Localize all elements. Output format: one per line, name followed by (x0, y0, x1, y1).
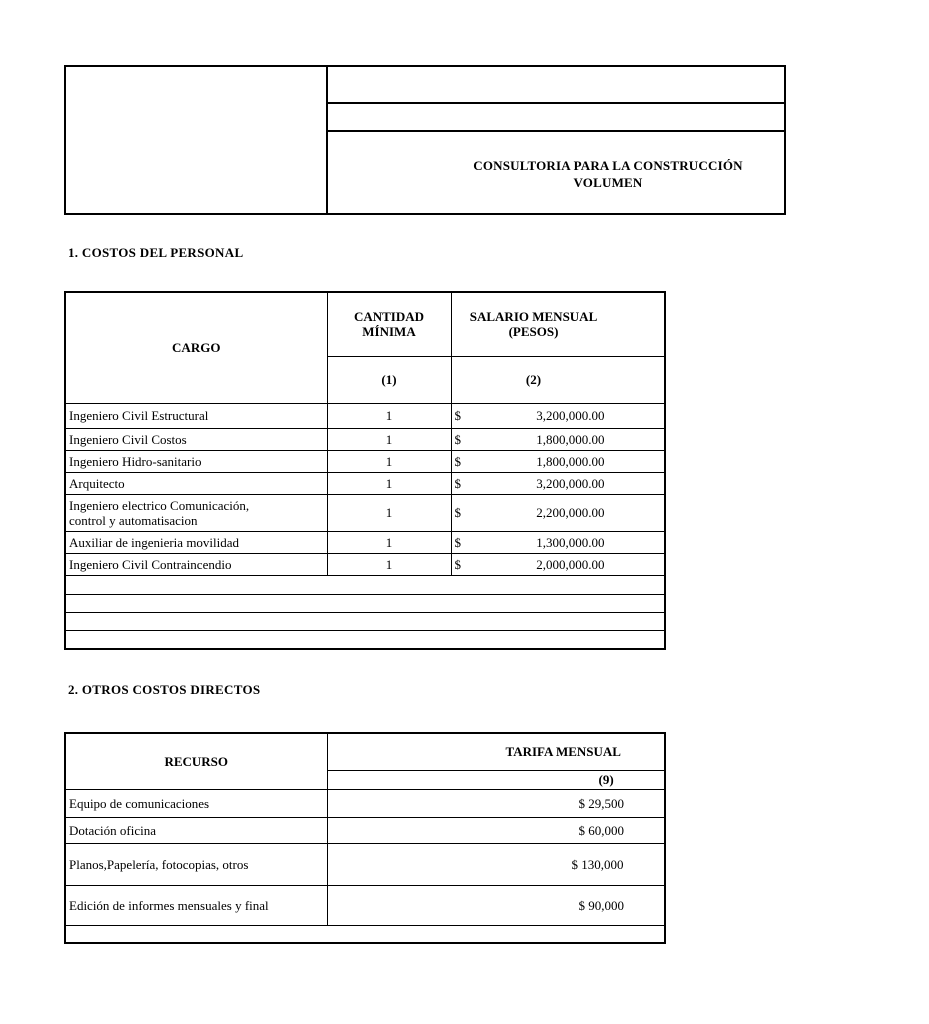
cell-cantidad: 1 (327, 403, 451, 428)
header-salario-line1: SALARIO MENSUAL (469, 309, 598, 325)
cell-cantidad: 1 (327, 531, 451, 553)
header-recurso: RECURSO (65, 733, 327, 789)
table-row (65, 789, 665, 817)
salario-value: 3,200,000.00 (536, 475, 605, 491)
cell-recurso: Equipo de comunicaciones (65, 789, 327, 817)
table-row (65, 494, 665, 531)
cell-cantidad: 1 (327, 428, 451, 450)
document-header (64, 65, 764, 215)
tarifa-value: $ 130,000 (571, 856, 624, 872)
cell-salario (451, 472, 665, 494)
cell-cargo: Ingeniero Civil Contraincendio (65, 553, 327, 575)
header-num-1: (1) (327, 356, 451, 403)
salario-value: 2,200,000.00 (536, 505, 605, 520)
table-row (65, 885, 665, 925)
header-num-9-text: (9) (598, 772, 614, 787)
currency-symbol: $ (454, 556, 461, 572)
section-2-title: 2. OTROS COSTOS DIRECTOS (68, 682, 261, 697)
salario-value: 1,800,000.00 (536, 431, 605, 447)
title-box (326, 65, 786, 215)
cell-tarifa (327, 843, 665, 885)
title-line-2: VOLUMEN (573, 175, 643, 190)
cell-recurso: Planos,Papelería, fotocopias, otros (65, 843, 327, 885)
currency-symbol: $ (454, 431, 461, 447)
empty-row (65, 594, 665, 612)
cell-cargo: Ingeniero Civil Costos (65, 428, 327, 450)
tarifa-value: $ 90,000 (578, 897, 624, 913)
table-row (65, 472, 665, 494)
table-row (65, 450, 665, 472)
tarifa-value: $ 29,500 (578, 795, 624, 811)
table-row (65, 817, 665, 843)
currency-symbol: $ (454, 534, 461, 550)
currency-symbol: $ (454, 505, 461, 520)
header-salario-line2: (PESOS) (508, 324, 559, 340)
cell-recurso: Edición de informes mensuales y final (65, 885, 327, 925)
document-title (328, 157, 888, 191)
salario-value: 2,000,000.00 (536, 556, 605, 572)
cell-tarifa (327, 885, 665, 925)
header-tarifa (327, 733, 665, 770)
cell-recurso: Dotación oficina (65, 817, 327, 843)
header-num-2 (451, 356, 665, 403)
cell-tarifa (327, 817, 665, 843)
section-1-title: 1. COSTOS DEL PERSONAL (68, 245, 244, 260)
salario-value: 3,200,000.00 (536, 408, 605, 423)
cell-salario (451, 403, 665, 428)
title-line-1: CONSULTORIA PARA LA CONSTRUCCIÓN (473, 158, 743, 173)
cell-cargo: Ingeniero Civil Estructural (65, 403, 327, 428)
personnel-table (64, 291, 666, 650)
cell-cantidad: 1 (327, 450, 451, 472)
header-cantidad (327, 292, 451, 356)
cell-salario (451, 494, 665, 531)
header-tarifa-text: TARIFA MENSUAL (505, 744, 621, 760)
header-cantidad-line1: CANTIDAD (353, 309, 425, 325)
cell-cargo-line2: control y automatisacion (69, 512, 198, 528)
cell-cargo-line1: Ingeniero electrico Comunicación, (69, 497, 250, 513)
table-row (65, 553, 665, 575)
tarifa-value: $ 60,000 (578, 822, 624, 838)
cell-cantidad: 1 (327, 494, 451, 531)
cell-salario (451, 450, 665, 472)
header-divider-1 (326, 102, 786, 104)
currency-symbol: $ (454, 475, 461, 491)
cell-cargo (65, 494, 327, 531)
cell-tarifa (327, 789, 665, 817)
header-num-2-text: (2) (525, 372, 542, 387)
cell-cantidad: 1 (327, 472, 451, 494)
cell-cargo: Auxiliar de ingenieria movilidad (65, 531, 327, 553)
cell-cargo: Arquitecto (65, 472, 327, 494)
currency-symbol: $ (454, 408, 461, 423)
salario-value: 1,800,000.00 (536, 453, 605, 469)
header-cargo: CARGO (65, 292, 327, 403)
table-row (65, 428, 665, 450)
empty-row (65, 575, 665, 594)
cell-cargo: Ingeniero Hidro-sanitario (65, 450, 327, 472)
other-costs-table (64, 732, 666, 944)
table-row (65, 531, 665, 553)
salario-value: 1,300,000.00 (536, 534, 605, 550)
currency-symbol: $ (454, 453, 461, 469)
empty-row (65, 630, 665, 649)
cell-salario (451, 428, 665, 450)
header-divider-2 (326, 130, 786, 132)
table-row (65, 403, 665, 428)
empty-row (65, 925, 665, 943)
empty-row (65, 612, 665, 630)
cell-salario (451, 553, 665, 575)
logo-box (64, 65, 328, 215)
header-salario (451, 292, 665, 356)
table-row (65, 843, 665, 885)
header-cantidad-line2: MÍNIMA (362, 324, 416, 340)
header-num-9 (327, 770, 665, 789)
cell-salario (451, 531, 665, 553)
cell-cantidad: 1 (327, 553, 451, 575)
